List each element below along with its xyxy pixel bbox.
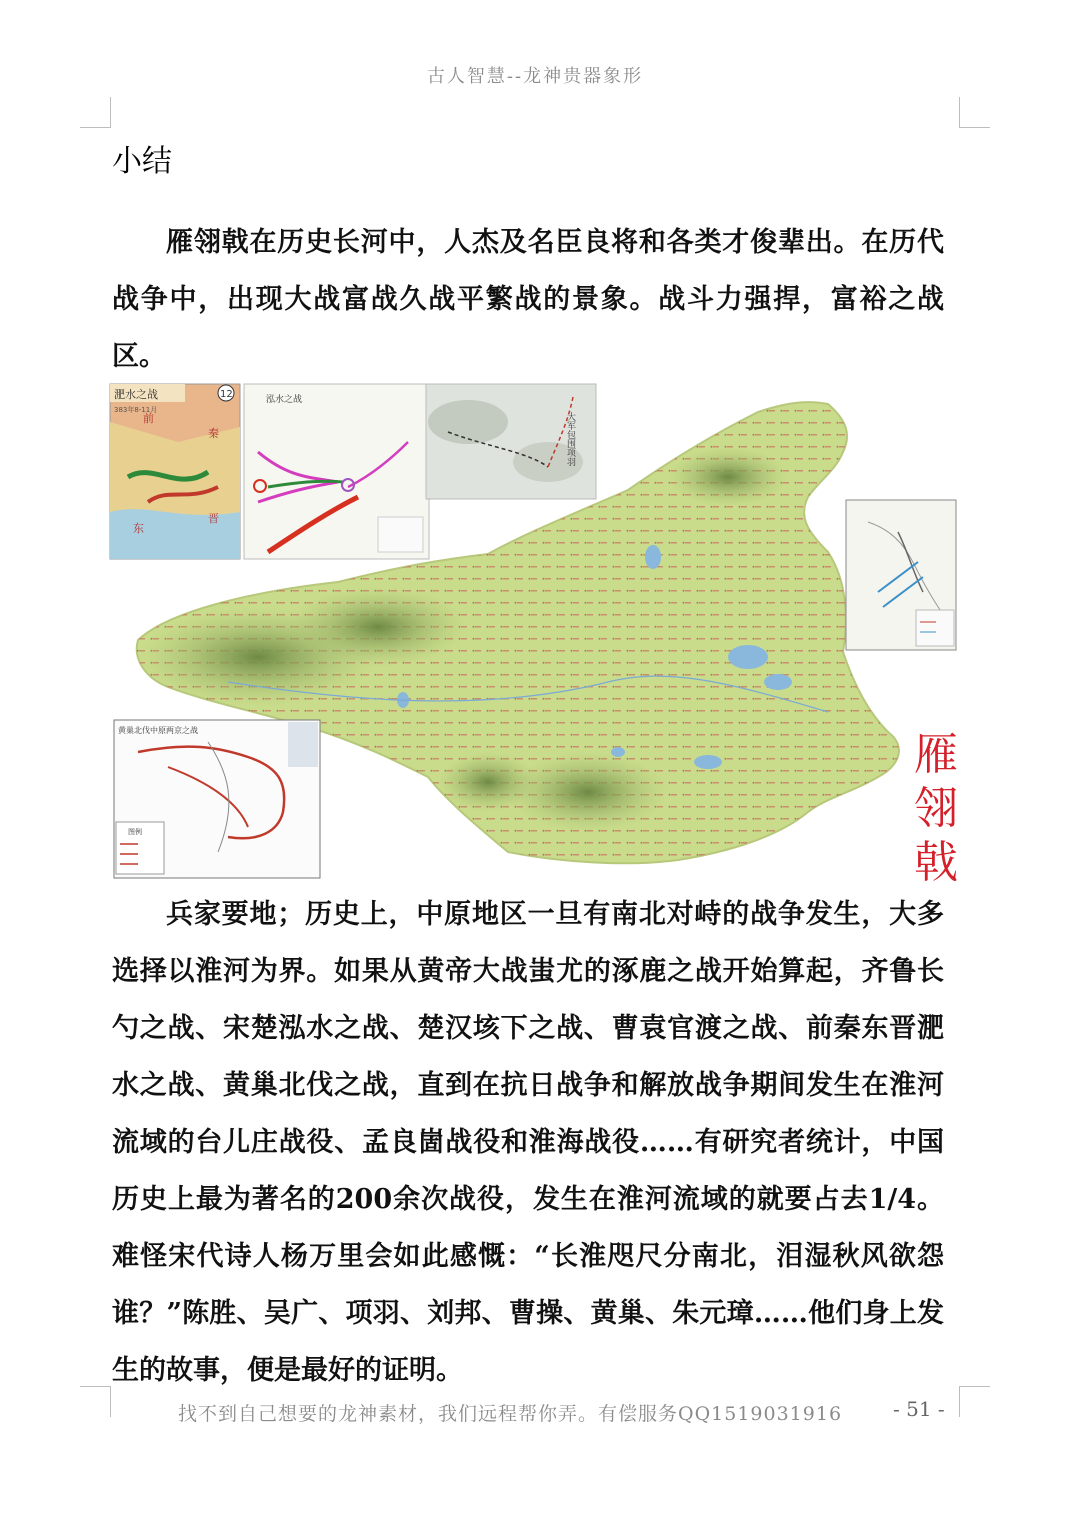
inset-hongshui-battle (244, 384, 429, 559)
inset-huangchao-campaign (114, 720, 320, 878)
vertical-label-char-2: 翎 (914, 783, 958, 834)
inset1-label-b: 秦 (208, 427, 219, 440)
vertical-label-char-1: 雁 (914, 729, 958, 780)
vertical-label-yanling-ji (906, 728, 966, 890)
huai-river-map-figure (108, 382, 968, 882)
vertical-label-char-3: 戟 (914, 837, 958, 888)
footer-note: 找不到自己想要的龙神素材，我们远程帮你弄。有偿服务QQ1519031916 (178, 1403, 843, 1425)
running-header: 古人智慧--龙神贵器象形 (426, 66, 644, 87)
inset1-title: 淝水之战 (114, 388, 158, 401)
paragraph-battlefield: 兵家要地；历史上，中原地区一旦有南北对峙的战争发生，大多选择以淮河为界。如果从黄帝大战蚩尤的涿鹿之战开始算起，齐鲁长勺之战、宋楚泓水之战、楚汉垓下之战、曹袁官渡之战、前秦东晋淝水之战、黄巢北伐之战，直到在抗日战争和解放战争期间发生在淮河流域的台儿庄战役、孟良崮战役和淮海战役……有研究者统计，中国历史上最为著名的200余次战役，发生在淮河流域的就要占去1/4。难怪宋代诗人杨万里会如此感慨：“长淮咫尺分南北，泪湿秋风欲怨谁？”陈胜、吴广、项羽、刘邦、曹操、黄巢、朱元璋……他们身上发生的故事，便是最好的证明。 (112, 899, 944, 1386)
inset-gaixia-battle (426, 384, 596, 499)
crop-mark-top-left (80, 97, 111, 128)
crop-mark-top-right (959, 97, 990, 128)
map-collage (108, 382, 968, 882)
inset3-vertical-note: 大军包围项羽 (565, 412, 575, 466)
inset1-label-d: 晋 (208, 512, 219, 525)
crop-mark-bottom-right (959, 1386, 990, 1417)
inset1-label-c: 东 (133, 522, 144, 535)
inset-right-battle-map (846, 500, 956, 650)
inset1-subtitle: 383年8-11月 (114, 406, 158, 414)
page-number: - 51 - (893, 1397, 945, 1421)
crop-mark-bottom-left (80, 1386, 111, 1417)
section-title: 小结 (112, 144, 172, 179)
inset2-title: 泓水之战 (266, 395, 303, 405)
inset1-number: 12 (220, 389, 233, 400)
inset1-label-a: 前 (143, 412, 154, 425)
inset5-title: 黄巢北伐中原两京之战 (118, 726, 198, 735)
inset-feishui-battle (110, 384, 240, 559)
inset5-legend-title: 图例 (128, 828, 142, 836)
paragraph-intro: 雁翎戟在历史长河中，人杰及名臣良将和各类才俊辈出。在历代战争中，出现大战富战久战平繁战的景象。战斗力强捍，富裕之战区。 (112, 227, 944, 372)
